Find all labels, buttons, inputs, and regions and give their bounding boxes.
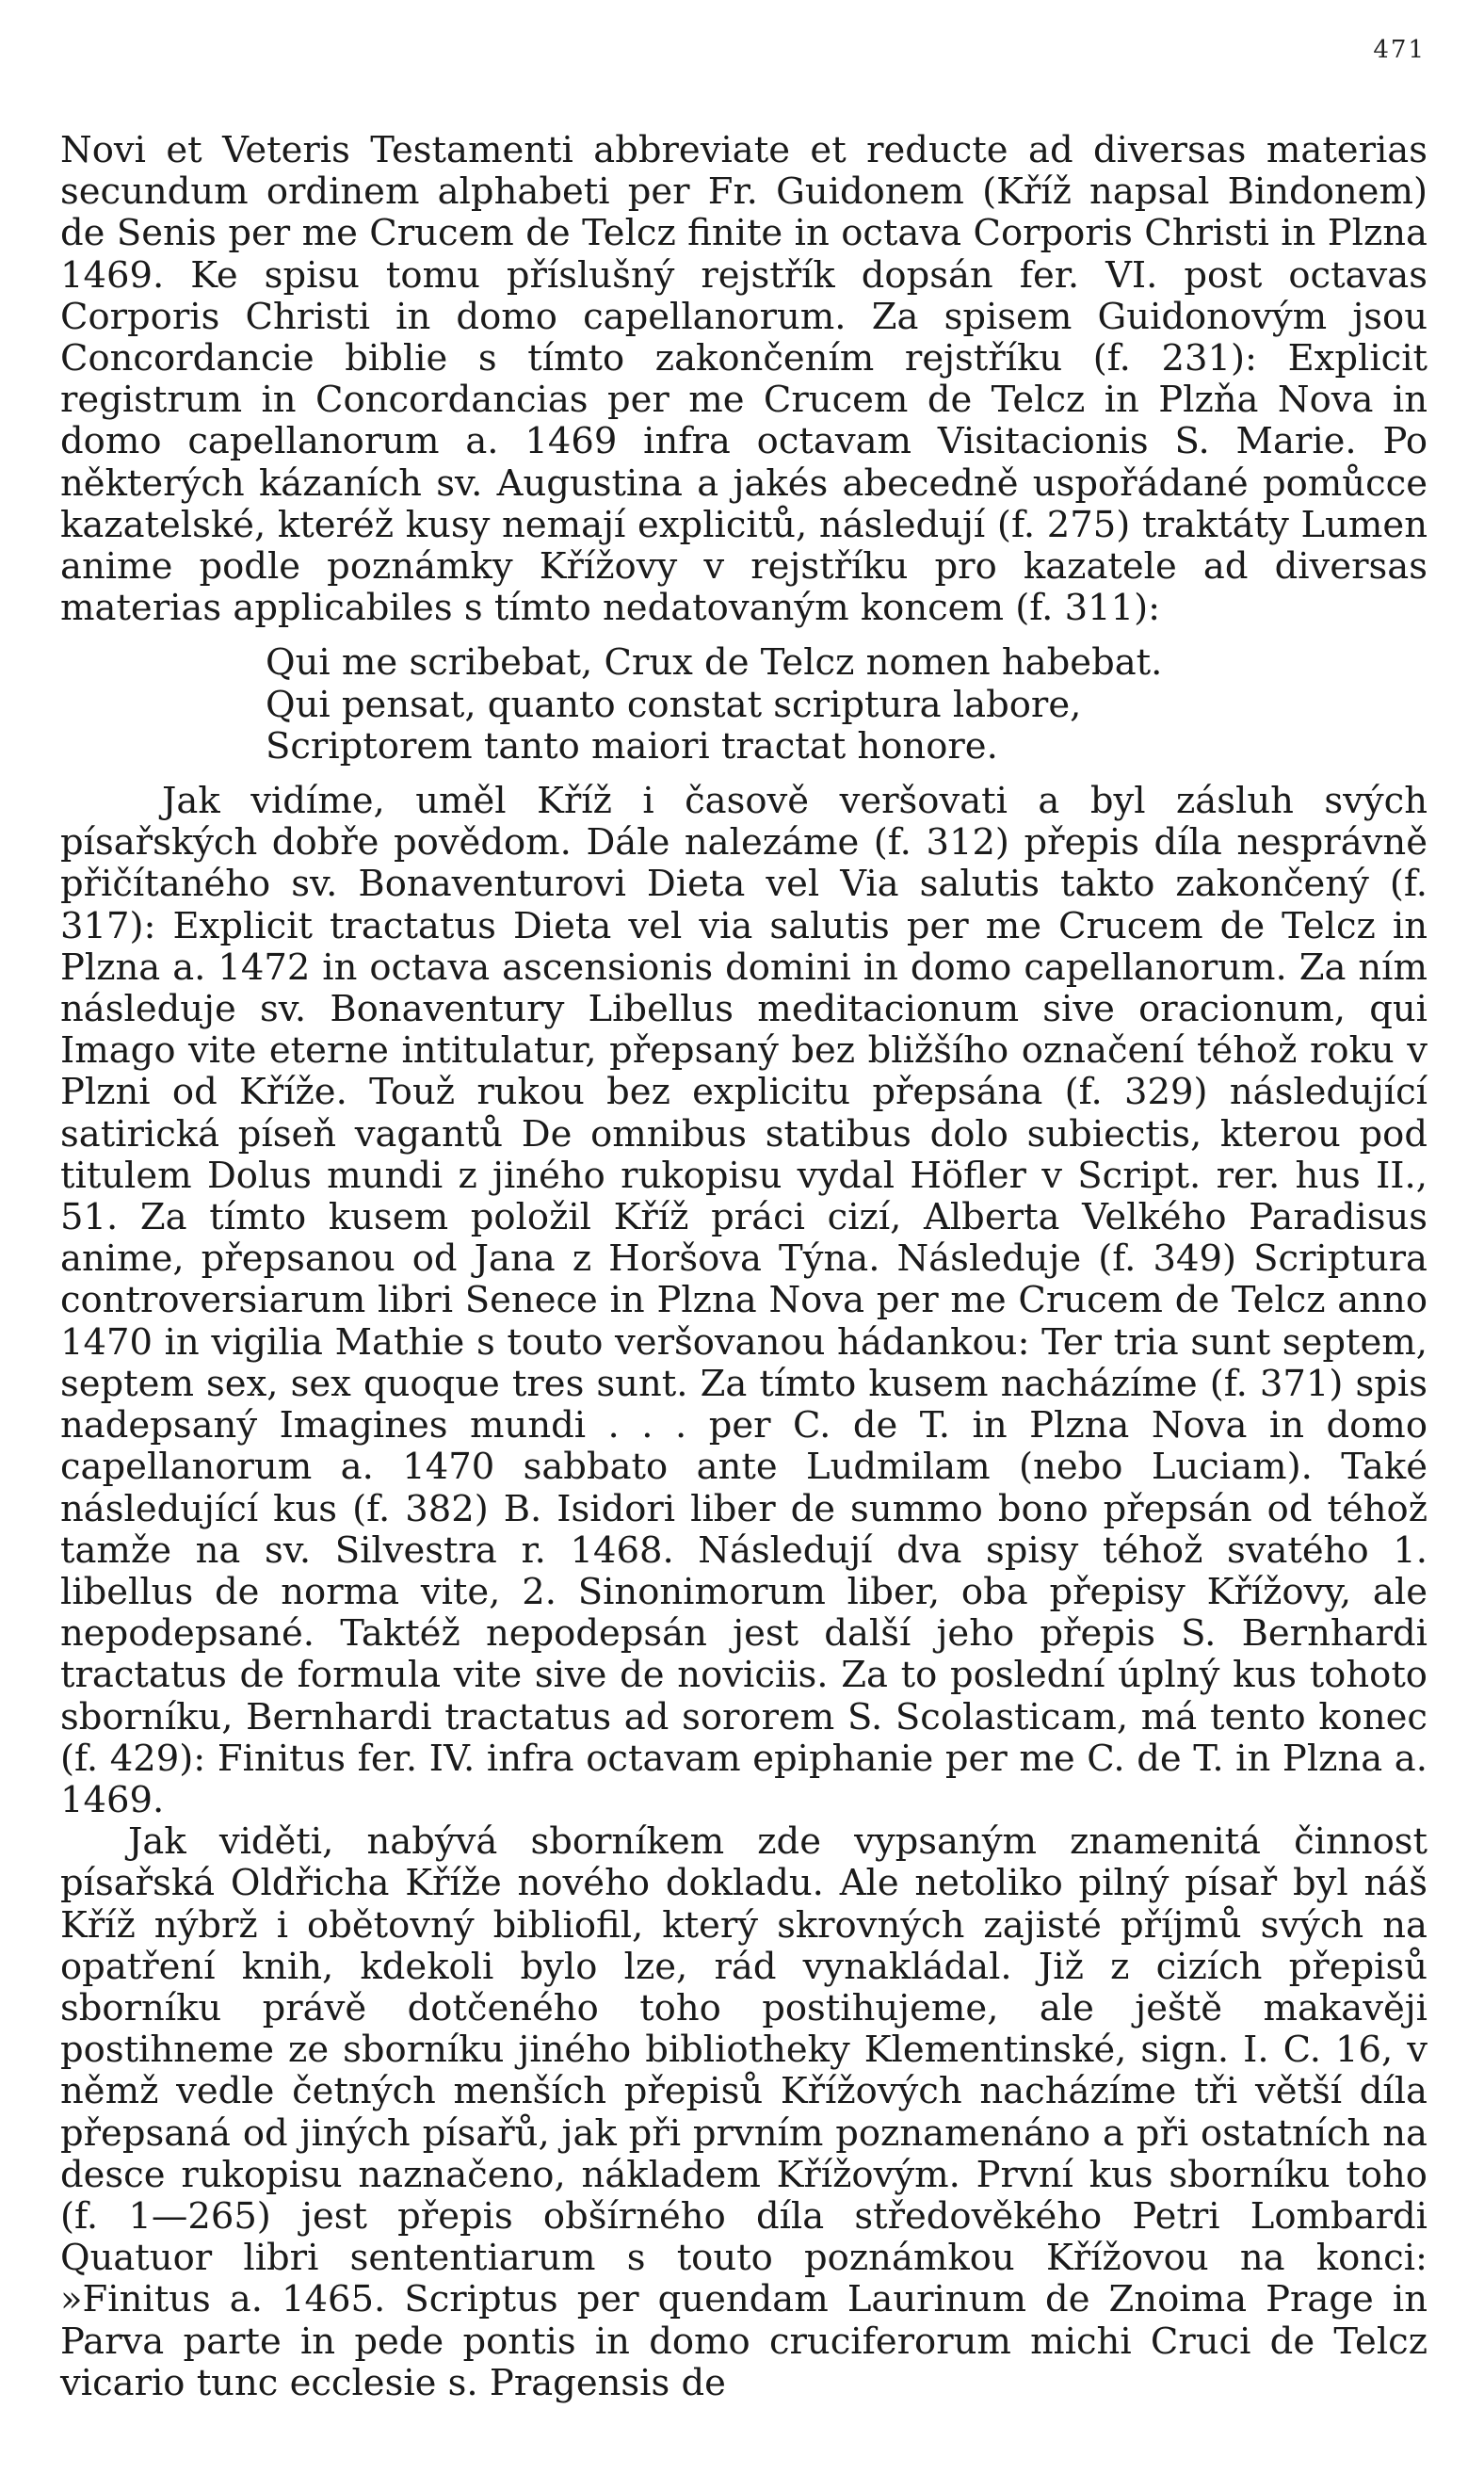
paragraph-2: Jak vidíme, uměl Kříž i časově veršovati a byl zásluh svých písařských dobře povědom. Dále nalezáme (f. 312) přepis díla nesprávně přičítaného sv. Bonaventurovi Dieta vel Via salutis takto zakončený (f. 317): Explicit tractatus Dieta vel via salutis per me Crucem de Telcz in Plzna a. 1472 in octava ascensionis domini in domo capellanorum. Za ním následuje sv. Bonaventury Libellus meditacionum sive oracionum, qui Imago vite eterne intitulatur, přepsaný bez bližšího označení téhož roku v Plzni od Kříže. Touž rukou bez explicitu přepsána (f. 329) následující satirická píseň vagantů De omnibus statibus dolo subiectis, kterou pod titulem Dolus mundi z jiného rukopisu vydal Höfler v Script. rer. hus II., 51. Za tímto kusem položil Kříž práci cizí, Alberta Velkého Paradisus anime, přepsanou od Jana z Horšova Týna. Následuje (f. 349) Scriptura controversiarum libri Senece in Plzna Nova per me Crucem de Telcz anno 1470 in vigilia Mathie s touto veršovanou hádankou: Ter tria sunt septem, septem sex, sex quoque tres sunt. Za tímto kusem nacházíme (f. 371) spis nadepsaný Imagines mundi . . . per C. de T. in Plzna Nova in domo capellanorum a. 1470 sabbato ante Ludmilam (nebo Luciam). Také následující kus (f. 382) B. Isidori liber de summo bono přepsán od téhož tamže na sv. Silvestra r. 1468. Následují dva spisy téhož svatého 1. libellus de norma vite, 2. Sinonimorum liber, oba přepisy Křížovy, ale nepodepsané. Taktéž nepodepsán jest další jeho přepis S. Bernhardi tractatus de formula vite sive de noviciis. Za to poslední úplný kus tohoto sborníku, Bernhardi tractatus ad sororem S. Scolasticam, má tento konec (f. 429): Finitus fer. IV. infra octavam epiphanie per me C. de T. in Plzna a. 1469.	[60, 780, 1428, 1821]
paragraph-1: Novi et Veteris Testamenti abbreviate et reducte ad diversas materias secundum ordinem alphabeti per Fr. Guidonem (Kříž napsal Bindonem) de Senis per me Crucem de Telcz finite in octava Corporis Christi in Plzna 1469. Ke spisu tomu příslušný rejstřík dopsán fer. VI. post octavas Corporis Christi in domo capellanorum. Za spisem Guidonovým jsou Concordancie biblie s tímto zakončením rejstříku (f. 231): Explicit registrum in Concordancias per me Crucem de Telcz in Plzňa Nova in domo capellanorum a. 1469 infra octavam Visitacionis S. Marie. Po některých kázaních sv. Augustina a jakés abecedně uspořádané pomůcce kazatelské, kteréž kusy nemají explicitů, následují (f. 275) traktáty Lumen anime podle poznámky Křížovy v rejstříku pro kazatele ad diversas materias applicabiles s tímto nedatovaným koncem (f. 311):	[60, 129, 1428, 630]
page-body	[60, 130, 1428, 2404]
verse-block	[266, 642, 1428, 768]
page-number: 471	[1373, 36, 1426, 64]
paragraph-3: Jak viděti, nabývá sborníkem zde vypsaným znamenitá činnost písařská Oldřicha Kříže nového dokladu. Ale netoliko pilný písař byl náš Kříž nýbrž i obětovný bibliofil, který skrovných zajisté příjmů svých na opatření knih, kdekoli bylo lze, rád vynakládal. Již z cizích přepisů sborníku právě dotčeného toho postihujeme, ale ještě makavěji postihneme ze sborníku jiného bibliotheky Klementinské, sign. I. C. 16, v němž vedle četných menších přepisů Křížových nacházíme tři větší díla přepsaná od jiných písařů, jak při prvním poznamenáno a při ostatních na desce rukopisu naznačeno, nákladem Křížovým. První kus sborníku toho (f. 1—265) jest přepis obšírného díla středověkého Petri Lombardi Quatuor libri sententiarum s touto poznámkou Křížovou na konci: »Finitus a. 1465. Scriptus per quendam Laurinum de Znoima Prage in Parva parte in pede pontis in domo cruciferorum michi Cruci de Telcz vicario tunc ecclesie s. Pragensis de	[60, 1820, 1428, 2404]
verse-line-1: Qui me scribebat, Crux de Telcz nomen habebat.	[266, 641, 1163, 685]
verse-line-3: Scriptorem tanto maiori tractat honore.	[266, 724, 998, 768]
verse-line-2: Qui pensat, quanto constat scriptura labore,	[266, 683, 1082, 726]
